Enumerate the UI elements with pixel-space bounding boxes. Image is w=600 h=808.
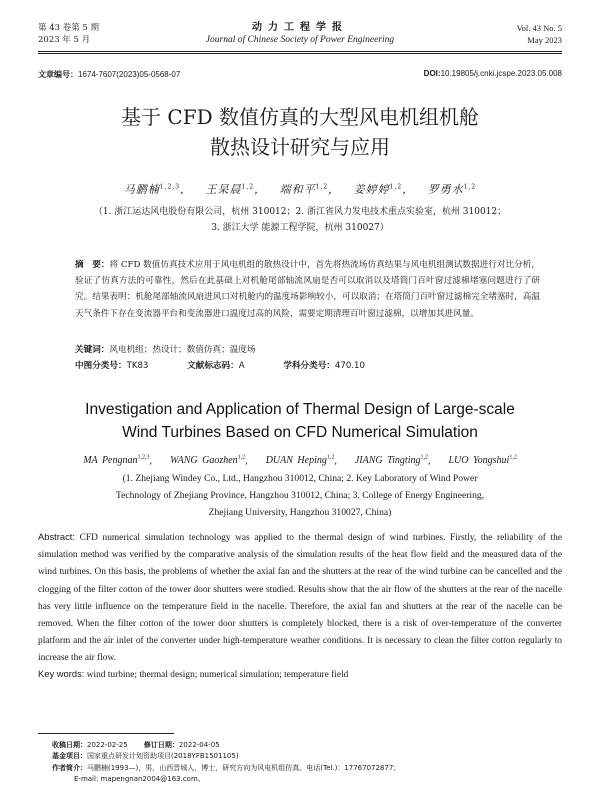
- article-number-label: 文章编号：: [38, 70, 78, 79]
- doi: [424, 69, 562, 78]
- revised-date: 2022-04-05: [178, 741, 220, 749]
- footnotes: [52, 740, 562, 786]
- footnote-fund: [52, 751, 562, 762]
- keywords-cn-text: 风电机组；热设计；数值仿真；温度场: [109, 345, 256, 355]
- paper-title-cn-line1: 基于 CFD 数值仿真的大型风电机组机舱: [121, 105, 479, 129]
- fund-text: 国家重点研发计划资助项目(2018YFB1501105): [87, 752, 239, 761]
- subject-value: 470.10: [334, 361, 365, 371]
- author-bio-label: 作者简介：: [52, 763, 87, 772]
- footnote-divider: [38, 733, 174, 734]
- classification-cn: [75, 358, 540, 374]
- author-en: LUO Yongshui$^{1,2}$: [448, 455, 517, 467]
- affiliations-en: [38, 470, 562, 521]
- revised-label: 修订日期：: [143, 741, 179, 749]
- article-number-value: 1674-7607(2023)05-0568-07: [78, 70, 181, 79]
- author-en: DUAN Heping$^{1,2}$: [265, 455, 335, 467]
- clc-label: 中图分类号：: [75, 361, 127, 371]
- abstract-en-label: Abstract:: [38, 531, 75, 542]
- date-en: May 2023: [527, 35, 562, 45]
- author-en: WANG Gaozhen$^{1,2}$: [170, 455, 246, 467]
- clc-value: TK83: [126, 361, 149, 371]
- volume-info-en: [517, 22, 562, 46]
- keywords-en-label: Key words:: [38, 668, 85, 679]
- author-cn: 端和平$^{1,2}$: [279, 183, 329, 196]
- paper-title-cn-line2: 散热设计研究与应用: [210, 135, 390, 159]
- author-en: MA Pengnan$^{1,2,3}$: [83, 455, 150, 467]
- volume-issue-en: Vol. 43 No. 5: [516, 23, 562, 33]
- doc-code-value: A: [238, 361, 245, 371]
- affiliation-cn-line: （1. 浙江运达风电股份有限公司，杭州 310012；2. 浙江省风力发电技术重点实验室，杭州 310012；: [93, 207, 507, 217]
- paper-title-en-line2: Wind Turbines Based on CFD Numerical Simulation: [122, 424, 478, 441]
- paper-title-cn: [0, 102, 600, 162]
- footnote-dates: [52, 740, 562, 751]
- subject-label: 学科分类号：: [283, 361, 335, 371]
- footnote-author: [52, 763, 562, 774]
- journal-header: [38, 22, 562, 54]
- author-en: JIANG Tingting$^{1,2}$: [354, 455, 428, 467]
- header-divider-thin: [38, 53, 562, 54]
- author-cn: 罗勇水$^{1,2}$: [427, 183, 477, 196]
- journal-name-en: Journal of Chinese Society of Power Engineering: [205, 35, 395, 45]
- keywords-en: [38, 666, 562, 683]
- author-list-cn: 马鹏楠$^{1,2,3}$， 王杲晨$^{1,2}$， 端和平$^{1,2}$， 姜婷婷$^{1,2}$， 罗勇水$^{1,2}$: [123, 183, 477, 196]
- keywords-en-text: wind turbine; thermal design; numerical simulation; temperature field: [86, 670, 349, 680]
- affiliation-en-line: (1. Zhejiang Windey Co., Ltd., Hangzhou 310012, China; 2. Key Laboratory of Wind Power: [122, 473, 478, 484]
- author-cn: 姜婷婷$^{1,2}$: [353, 183, 403, 196]
- abstract-en: [38, 528, 562, 668]
- received-label: 收稿日期：: [52, 741, 87, 749]
- affiliation-en-line: Technology of Zhejiang Province, Hangzhou 310012, China; 3. College of Energy Engineering,: [115, 490, 485, 501]
- paper-title-en: [0, 398, 600, 444]
- doc-code-label: 文献标志码：: [187, 361, 239, 371]
- author-cn: 王杲晨$^{1,2}$: [205, 183, 255, 196]
- date-cn: 2023 年 5 月: [38, 35, 91, 45]
- author-bio-text: 马鹏楠(1993—)，男，山西晋城人，博士，研究方向为风电机组仿真。电话(Tel.)：17767072877；: [87, 763, 401, 772]
- abstract-cn-text: 将 CFD 数值仿真技术应用于风电机组的散热设计中，首先将热流场仿真结果与风电机组测试数据进行对比分析，验证了仿真方法的可靠性，然后在此基础上对机舱尾部轴流风扇是否可以取消以及塔筒门百叶窗过滤棉堵塞问题进行了研究。结果表明：机舱尾部轴流风扇进风口对机舱内的温度场影响较小，可以取消；在塔筒门百叶窗过滤棉完全堵塞时，高温天气条件下存在变流器平台和变流器进口温度过高的风险，需要定期清理百叶窗过滤棉，以增加其进风量。: [75, 260, 540, 319]
- affiliations-cn: [38, 204, 562, 236]
- abstract-cn-label: 摘 要：: [75, 260, 110, 270]
- abstract-cn: [75, 257, 540, 322]
- keywords-cn-label: 关键词：: [75, 345, 110, 355]
- paper-title-en-line1: Investigation and Application of Thermal Design of Large-scale: [85, 401, 515, 418]
- journal-name: [38, 22, 562, 46]
- journal-name-cn: 动力工程学报: [252, 22, 348, 33]
- keywords-cn: [75, 342, 540, 358]
- author-list-en: MA Pengnan$^{1,2,3}$, WANG Gaozhen$^{1,2}$, DUAN Heping$^{1,2}$, JIANG Tingting$^{1,2}$, LUO Yongshui$^{1,2}$: [83, 455, 517, 467]
- received-date: 2022-02-25: [87, 741, 128, 749]
- volume-issue-cn: 第 43 卷第 5 期: [38, 23, 100, 33]
- abstract-en-text: CFD numerical simulation technology was applied to the thermal design of wind turbines. Firstly, the reliability of the simulation method was verified by the comparative analysis of the simulation results of the heat flow field and the measured data of the wind turbines. On this basis, the problems of whether the axial fan and the shutters at the rear of the wind turbine can be cancelled and the clogging of the filter cotton of the tower door shutters were studied. Results show that the air flow of the shutters at the rear of the nacelle has very little influence on the temperature field in the nacelle. Therefore, the axial fan and shutters at the rear of the nacelle can be removed. When the filter cotton of the tower door shutters is completely blocked, there is a risk of over-temperature of the converter platform and the air inlet of the converter under high-temperature weather conditions. It is necessary to clean the filter cotton regularly to increase the air flow.: [38, 533, 562, 664]
- doi-value: 10.19805/j.cnki.jcspe.2023.05.008: [440, 69, 562, 78]
- footnote-email: E-mail: mapengnan2004@163.com。: [74, 775, 205, 784]
- affiliation-cn-line: 3. 浙江大学 能源工程学院，杭州 310027）: [211, 223, 389, 233]
- author-cn: 马鹏楠$^{1,2,3}$: [123, 183, 181, 196]
- article-number: [38, 69, 180, 80]
- fund-label: 基金项目：: [52, 752, 87, 761]
- affiliation-en-line: Zhejiang University, Hangzhou 310027, China): [208, 507, 392, 518]
- header-divider: [38, 51, 562, 52]
- doi-label: DOI:: [423, 69, 441, 78]
